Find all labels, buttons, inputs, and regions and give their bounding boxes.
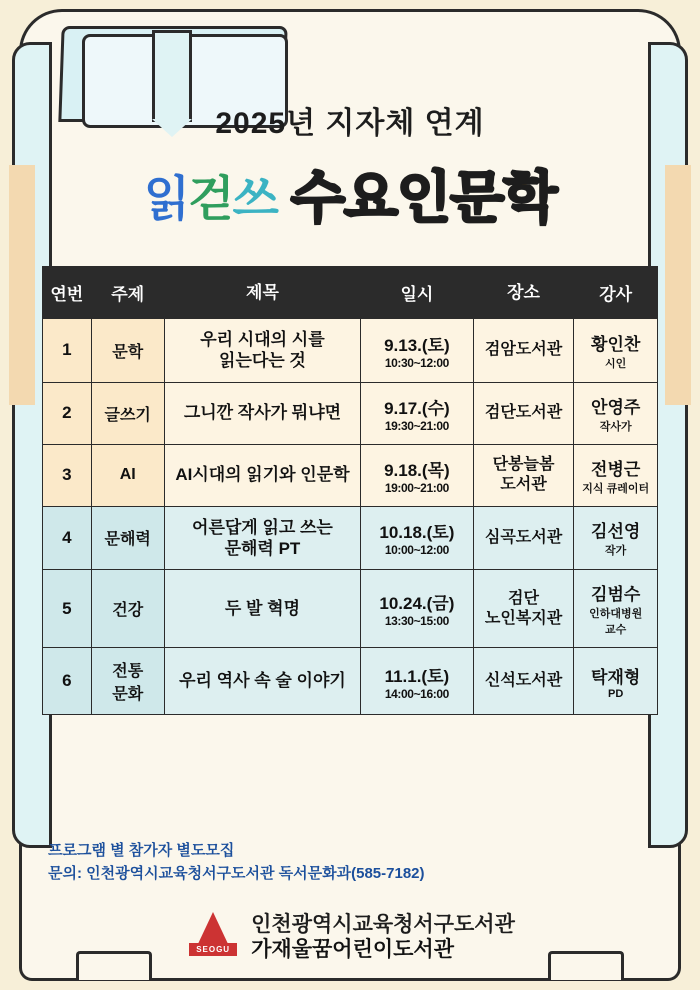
cell-date: 9.18.(목) bbox=[384, 460, 450, 480]
decor-leg-left bbox=[76, 951, 152, 980]
cell-topic: 글쓰기 bbox=[91, 382, 164, 444]
cell-no: 6 bbox=[43, 648, 92, 715]
cell-topic: 건강 bbox=[91, 570, 164, 648]
logo-char-1: 읽 bbox=[143, 172, 189, 226]
table-header-row bbox=[43, 267, 658, 319]
table-row bbox=[43, 444, 658, 506]
cell-lecturer-role: 작가 bbox=[605, 545, 627, 558]
seogu-logo-icon bbox=[185, 912, 241, 964]
cell-time: 10:30~12:00 bbox=[384, 355, 449, 370]
cell-date: 10.24.(금) bbox=[379, 594, 455, 613]
cell-place: 단봉늘봄 도서관 bbox=[473, 444, 574, 506]
cell-time: 19:00~21:00 bbox=[384, 480, 449, 495]
cell-datetime bbox=[361, 444, 474, 506]
cell-place: 신석도서관 bbox=[473, 648, 574, 715]
cell-place: 검단도서관 bbox=[473, 382, 574, 444]
column-header-no: 연번 bbox=[43, 267, 92, 319]
header-title-row bbox=[22, 154, 678, 234]
logo-char-3: 쓰 bbox=[232, 172, 277, 226]
table-row bbox=[43, 506, 658, 570]
cell-date: 9.13.(토) bbox=[384, 335, 450, 355]
footer-text bbox=[251, 913, 515, 963]
logo-triangle-shape bbox=[197, 912, 229, 946]
cell-lecturer-role: PD bbox=[608, 687, 624, 700]
decor-leg-right bbox=[548, 951, 624, 980]
note-line-2: 문의: 인천광역시교육청서구도서관 독서문화과(585-7182) bbox=[48, 864, 425, 882]
cell-lecturer bbox=[574, 319, 658, 383]
cell-no: 3 bbox=[43, 444, 92, 506]
cell-no: 2 bbox=[43, 382, 92, 444]
cell-no: 1 bbox=[43, 319, 92, 383]
cell-topic: 문해력 bbox=[91, 506, 164, 570]
cell-lecturer-name: 전병근 bbox=[591, 459, 641, 479]
logo-char-2: 걷 bbox=[188, 172, 233, 226]
cell-topic: 문학 bbox=[91, 319, 164, 383]
cell-no: 5 bbox=[43, 570, 92, 648]
cell-datetime bbox=[361, 382, 474, 444]
read-walk-write-logo bbox=[144, 160, 277, 229]
cell-date: 11.1.(토) bbox=[384, 666, 450, 686]
cell-place: 검단 노인복지관 bbox=[473, 570, 574, 648]
cell-title: AI시대의 읽기와 인문학 bbox=[164, 444, 360, 506]
footer-line-2: 가재울꿈어린이도서관 bbox=[251, 938, 454, 961]
cell-time: 10:00~12:00 bbox=[384, 543, 449, 558]
header-subtitle: 2025년 지자체 연계 bbox=[215, 107, 485, 140]
cell-title: 그니깐 작사가 뭐냐면 bbox=[164, 382, 360, 444]
cell-date: 9.17.(수) bbox=[384, 398, 450, 418]
cell-topic: AI bbox=[91, 444, 164, 506]
cell-datetime bbox=[361, 319, 474, 383]
cell-lecturer bbox=[574, 648, 658, 715]
table-row bbox=[43, 382, 658, 444]
cell-place: 검암도서관 bbox=[473, 319, 574, 383]
note-line-1: 프로그램 별 참가자 별도모집 bbox=[48, 842, 235, 859]
cell-lecturer-name: 김범수 bbox=[591, 585, 641, 604]
cell-lecturer-role: 시인 bbox=[605, 357, 627, 370]
cell-lecturer bbox=[574, 506, 658, 570]
cell-datetime bbox=[361, 570, 474, 648]
cell-lecturer-name: 김선영 bbox=[591, 522, 641, 542]
column-header-datetime: 일시 bbox=[361, 267, 474, 319]
column-header-place: 장소 bbox=[473, 267, 574, 319]
poster bbox=[22, 12, 678, 978]
cell-date: 10.18.(토) bbox=[379, 523, 455, 543]
table-body bbox=[43, 319, 658, 715]
cell-title: 두 발 혁명 bbox=[164, 570, 360, 648]
poster-header bbox=[22, 98, 678, 234]
cell-datetime bbox=[361, 648, 474, 715]
cell-lecturer-name: 안영주 bbox=[591, 397, 641, 417]
cell-lecturer-role: 지식 큐레이터 bbox=[582, 482, 650, 495]
cell-lecturer-name: 탁재형 bbox=[591, 667, 641, 687]
column-header-title: 제목 bbox=[164, 267, 360, 319]
column-header-lecturer: 강사 bbox=[574, 267, 658, 319]
cell-time: 14:00~16:00 bbox=[384, 686, 449, 701]
notes-block bbox=[48, 840, 425, 885]
cell-lecturer-name: 황인찬 bbox=[591, 334, 641, 354]
cell-title: 어른답게 읽고 쓰는 문해력 PT bbox=[164, 506, 360, 570]
cell-time: 13:30~15:00 bbox=[384, 614, 449, 628]
cell-lecturer-role: 작사가 bbox=[599, 420, 632, 433]
cell-datetime bbox=[361, 506, 474, 570]
cell-lecturer bbox=[574, 382, 658, 444]
cell-title: 우리 시대의 시를 읽는다는 것 bbox=[164, 319, 360, 383]
cell-time: 19:30~21:00 bbox=[384, 418, 449, 433]
cell-place: 심곡도서관 bbox=[473, 506, 574, 570]
table-row bbox=[43, 570, 658, 648]
table-row bbox=[43, 319, 658, 383]
cell-title: 우리 역사 속 술 이야기 bbox=[164, 648, 360, 715]
table-row bbox=[43, 648, 658, 715]
cell-topic: 전통 문화 bbox=[91, 648, 164, 715]
page-title: 수요인문학 bbox=[290, 166, 557, 229]
cell-lecturer-role: 인하대병원 교수 bbox=[589, 608, 643, 636]
cell-lecturer bbox=[574, 444, 658, 506]
footer-line-1: 인천광역시교육청서구도서관 bbox=[251, 913, 515, 937]
cell-lecturer bbox=[574, 570, 658, 648]
schedule-table bbox=[42, 266, 658, 715]
cell-no: 4 bbox=[43, 506, 92, 570]
column-header-topic: 주제 bbox=[91, 267, 164, 319]
logo-wordmark: SEOGU bbox=[189, 943, 237, 956]
